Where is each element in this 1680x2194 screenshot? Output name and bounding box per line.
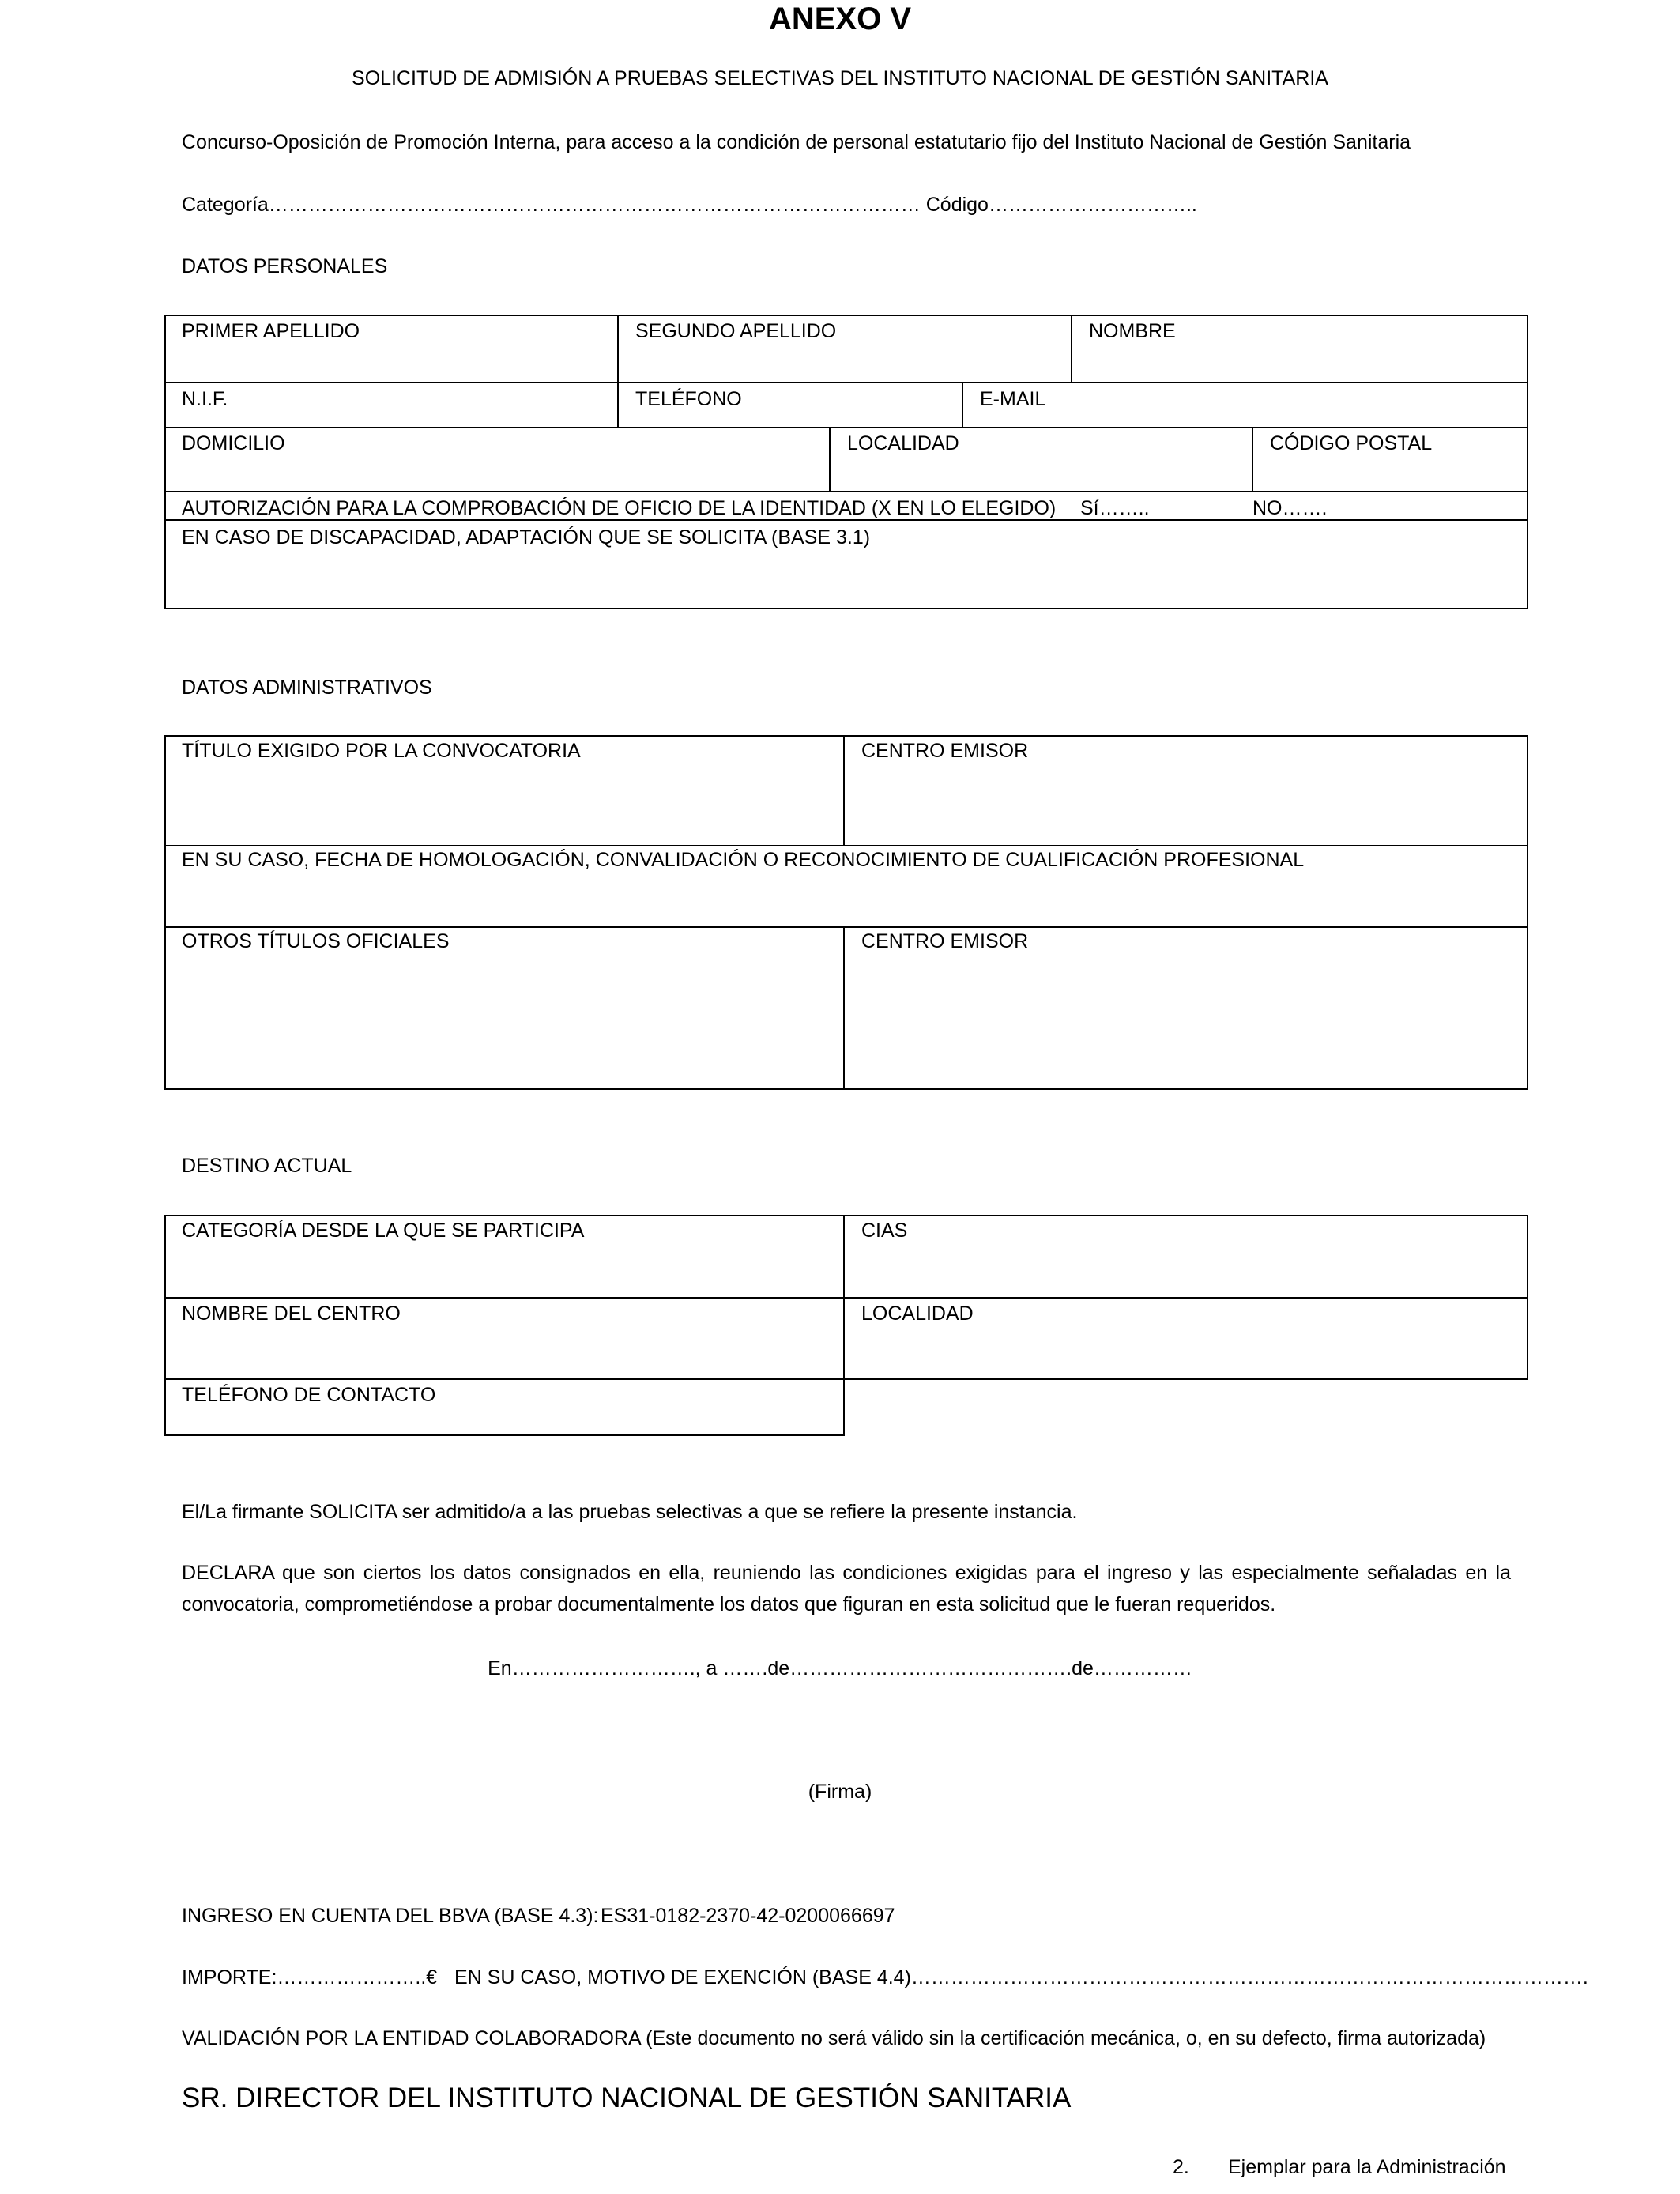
telefono-field[interactable]: TELÉFONO (635, 388, 742, 410)
nombre-field[interactable]: NOMBRE (1089, 320, 1176, 342)
solicita-statement: El/La firmante SOLICITA ser admitido/a a las pruebas selectivas a que se refiere la presente instancia. (182, 1501, 1078, 1523)
categoria-participa-field[interactable]: CATEGORÍA DESDE LA QUE SE PARTICIPA (182, 1220, 585, 1242)
destino-localidad-field[interactable]: LOCALIDAD (861, 1302, 974, 1325)
lugar-fecha-line[interactable]: En………………………., a …….de…………………………………….de…………… (488, 1657, 1192, 1679)
categoria-codigo-line: Categoría……………………………………………………………………………………… Código………………………….. (182, 194, 1197, 216)
cias-field[interactable]: CIAS (861, 1220, 908, 1242)
telefono-contacto-field[interactable]: TELÉFONO DE CONTACTO (182, 1384, 436, 1406)
email-field[interactable]: E-MAIL (980, 388, 1046, 410)
localidad-field[interactable]: LOCALIDAD (847, 432, 959, 454)
destinatario-line: SR. DIRECTOR DEL INSTITUTO NACIONAL DE GESTIÓN SANITARIA (182, 2083, 1072, 2113)
ejemplar-text: Ejemplar para la Administración (1228, 2156, 1506, 2178)
document-title: ANEXO V (768, 2, 912, 36)
ingreso-label: INGRESO EN CUENTA DEL BBVA (BASE 4.3): (182, 1905, 599, 1927)
iban-value: ES31-0182-2370-42-0200066697 (601, 1905, 895, 1927)
intro-text: Concurso-Oposición de Promoción Interna, para acceso a la condición de personal estatutario fijo del Instituto Nacional de Gestión Sanitaria (182, 131, 1411, 153)
importe-field[interactable]: IMPORTE:…………………..€ (182, 1966, 438, 1989)
otros-titulos-field[interactable]: OTROS TÍTULOS OFICIALES (182, 930, 450, 952)
codigo-postal-field[interactable]: CÓDIGO POSTAL (1270, 432, 1433, 454)
firma-label: (Firma) (808, 1781, 872, 1803)
homologacion-field[interactable]: EN SU CASO, FECHA DE HOMOLOGACIÓN, CONVALIDACIÓN O RECONOCIMIENTO DE CUALIFICACIÓN PROFESIONAL (182, 849, 1305, 871)
domicilio-field[interactable]: DOMICILIO (182, 432, 285, 454)
nif-field[interactable]: N.I.F. (182, 388, 228, 410)
validacion-text: VALIDACIÓN POR LA ENTIDAD COLABORADORA (Este documento no será válido sin la certificación mecánica, o, en su defecto, firma autorizada) (182, 2027, 1486, 2049)
centro-emisor-otros-field[interactable]: CENTRO EMISOR (861, 930, 1029, 952)
section-heading-personal: DATOS PERSONALES (182, 255, 388, 277)
exencion-field[interactable]: EN SU CASO, MOTIVO DE EXENCIÓN (BASE 4.4)…………………………………………………………………………………………. (454, 1966, 1588, 1989)
autorizacion-label: AUTORIZACIÓN PARA LA COMPROBACIÓN DE OFICIO DE LA IDENTIDAD (X EN LO ELEGIDO) (182, 497, 1057, 519)
autorizacion-si-option[interactable]: Sí…….. (1080, 497, 1150, 519)
document-subtitle: SOLICITUD DE ADMISIÓN A PRUEBAS SELECTIVAS DEL INSTITUTO NACIONAL DE GESTIÓN SANITARIA (352, 67, 1328, 89)
titulo-exigido-field[interactable]: TÍTULO EXIGIDO POR LA CONVOCATORIA (182, 740, 581, 762)
primer-apellido-field[interactable]: PRIMER APELLIDO (182, 320, 360, 342)
discapacidad-field[interactable]: EN CASO DE DISCAPACIDAD, ADAPTACIÓN QUE SE SOLICITA (BASE 3.1) (182, 526, 871, 548)
centro-emisor-field[interactable]: CENTRO EMISOR (861, 740, 1029, 762)
segundo-apellido-field[interactable]: SEGUNDO APELLIDO (635, 320, 837, 342)
autorizacion-no-option[interactable]: NO……. (1252, 497, 1328, 519)
declara-statement: DECLARA que son ciertos los datos consignados en ella, reuniendo las condiciones exigidas para el ingreso y las especialmente señaladas en la convocatoria, comprometiéndose a probar documentalmente los datos que figuran en esta solicitud que le fueran requeridos. (182, 1562, 1511, 1615)
section-heading-administrativos: DATOS ADMINISTRATIVOS (182, 677, 432, 699)
ejemplar-number: 2. (1173, 2156, 1189, 2178)
nombre-centro-field[interactable]: NOMBRE DEL CENTRO (182, 1302, 401, 1325)
section-heading-destino: DESTINO ACTUAL (182, 1155, 352, 1177)
